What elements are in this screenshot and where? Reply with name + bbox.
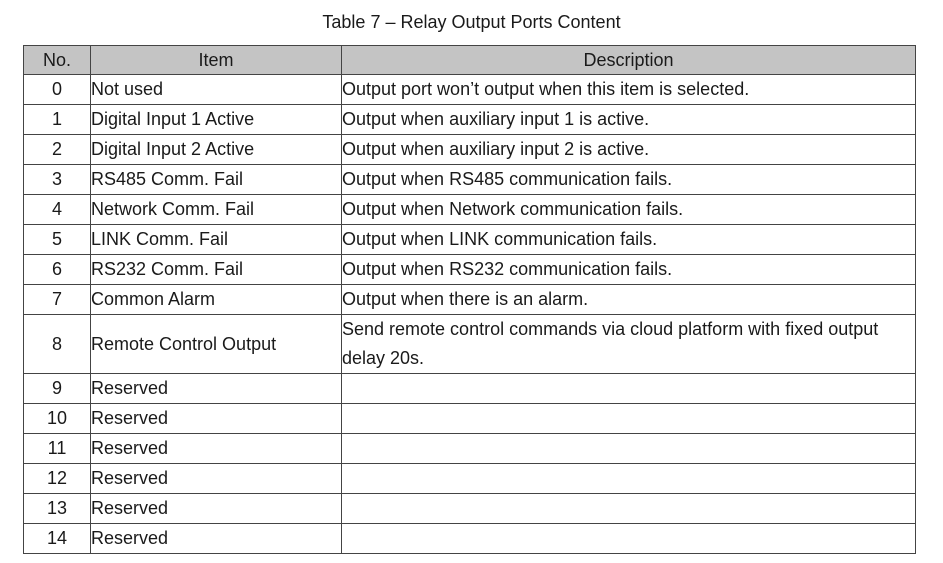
table-row: [24, 464, 916, 494]
row-item: Reserved: [91, 524, 342, 554]
row-description: Send remote control commands via cloud platform with fixed output delay 20s.: [342, 315, 916, 374]
table-row: [24, 434, 916, 464]
row-description: [342, 374, 916, 404]
row-no: 2: [24, 135, 91, 165]
row-no: 1: [24, 105, 91, 135]
table-caption: Table 7 – Relay Output Ports Content: [322, 12, 621, 32]
table-row: [24, 374, 916, 404]
row-item: Not used: [91, 75, 342, 105]
row-description: Output when auxiliary input 2 is active.: [342, 135, 916, 165]
row-no: 7: [24, 285, 91, 315]
row-description: Output when RS485 communication fails.: [342, 165, 916, 195]
row-item: Reserved: [91, 404, 342, 434]
row-description: [342, 464, 916, 494]
row-no: 10: [24, 404, 91, 434]
row-item: Digital Input 1 Active: [91, 105, 342, 135]
row-description: Output when there is an alarm.: [342, 285, 916, 315]
row-no: 3: [24, 165, 91, 195]
header-description: Description: [342, 46, 916, 75]
row-no: 9: [24, 374, 91, 404]
row-item: Common Alarm: [91, 285, 342, 315]
table-row: [24, 75, 916, 105]
table-row: [24, 195, 916, 225]
row-description: [342, 434, 916, 464]
row-item: Digital Input 2 Active: [91, 135, 342, 165]
row-description: [342, 404, 916, 434]
table-row: [24, 315, 916, 374]
row-no: 12: [24, 464, 91, 494]
row-no: 13: [24, 494, 91, 524]
header-no: No.: [24, 46, 91, 75]
table-row: [24, 135, 916, 165]
row-description: Output when RS232 communication fails.: [342, 255, 916, 285]
row-description: [342, 494, 916, 524]
row-no: 11: [24, 434, 91, 464]
table-row: [24, 255, 916, 285]
row-item: Remote Control Output: [91, 315, 342, 374]
table-row: [24, 494, 916, 524]
row-no: 4: [24, 195, 91, 225]
relay-output-table: [23, 45, 916, 554]
row-item: LINK Comm. Fail: [91, 225, 342, 255]
row-no: 8: [24, 315, 91, 374]
row-no: 5: [24, 225, 91, 255]
table-row: [24, 524, 916, 554]
table-row: [24, 165, 916, 195]
table-row: [24, 285, 916, 315]
table-row: [24, 105, 916, 135]
row-item: Reserved: [91, 464, 342, 494]
row-no: 0: [24, 75, 91, 105]
row-description: Output when LINK communication fails.: [342, 225, 916, 255]
row-description: Output when auxiliary input 1 is active.: [342, 105, 916, 135]
table-header-row: [24, 46, 916, 75]
row-description: [342, 524, 916, 554]
table-row: [24, 225, 916, 255]
row-item: Reserved: [91, 494, 342, 524]
row-no: 6: [24, 255, 91, 285]
row-no: 14: [24, 524, 91, 554]
row-item: Reserved: [91, 434, 342, 464]
row-item: RS232 Comm. Fail: [91, 255, 342, 285]
header-item: Item: [91, 46, 342, 75]
row-description: Output port won’t output when this item is selected.: [342, 75, 916, 105]
row-item: Network Comm. Fail: [91, 195, 342, 225]
row-description: Output when Network communication fails.: [342, 195, 916, 225]
table-row: [24, 404, 916, 434]
row-item: RS485 Comm. Fail: [91, 165, 342, 195]
row-item: Reserved: [91, 374, 342, 404]
